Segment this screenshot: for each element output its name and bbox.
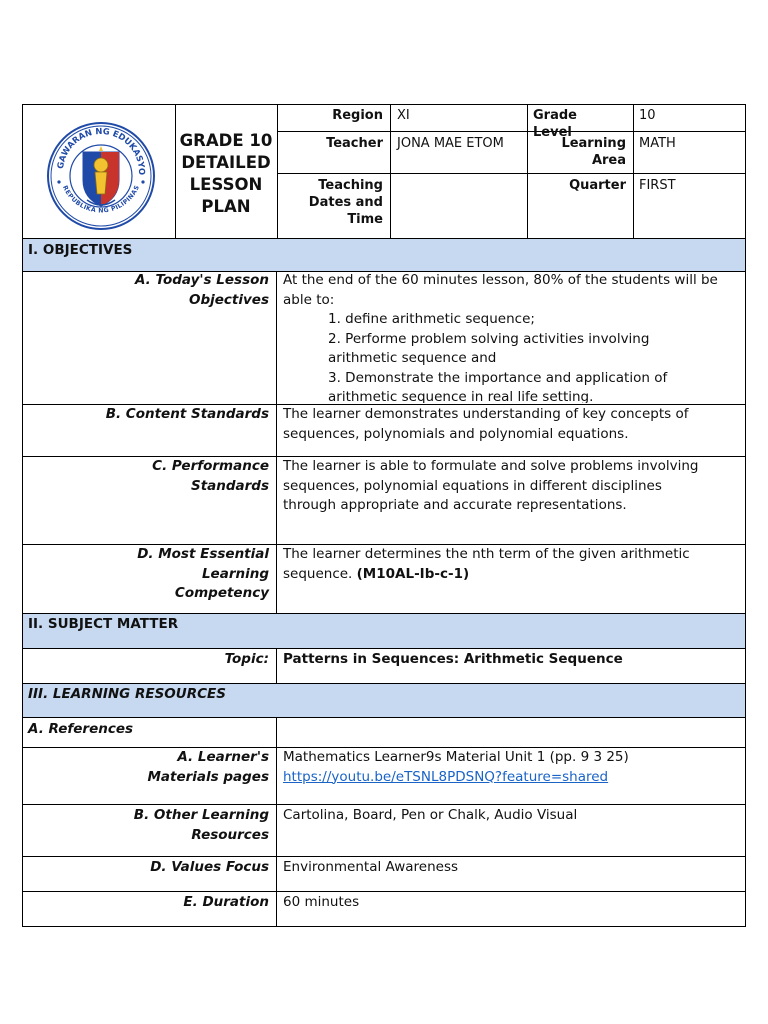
references-label: A. References <box>28 721 134 737</box>
values-focus-label: D. Values Focus <box>150 859 269 875</box>
learning-area-label: Learning Area <box>561 136 626 168</box>
melc-code: (M10AL-Ib-c-1) <box>356 565 470 582</box>
quarter-label: Quarter <box>569 178 626 193</box>
duration-value: 60 minutes <box>283 894 360 910</box>
subject-matter-heading: II. SUBJECT MATTER <box>28 616 179 632</box>
teaching-dates-label: Teaching Dates and Time <box>308 178 383 227</box>
objective-item: 3. Demonstrate the importance and application of arithmetic sequence in real life setting. <box>328 369 668 403</box>
objectives-heading: I. OBJECTIVES <box>28 242 133 258</box>
deped-seal <box>45 110 157 235</box>
learning-area-value: MATH <box>639 136 676 151</box>
other-resources-label: B. Other Learning Resources <box>133 807 269 843</box>
seal-top-text: GAWARAN NG EDUKASYO <box>55 125 148 176</box>
lesson-objectives-list <box>328 310 738 403</box>
learning-resources-heading: III. LEARNING RESOURCES <box>28 686 226 702</box>
lesson-objectives-label: A. Today's Lesson Objectives <box>134 272 269 308</box>
melc-text: The learner determines the nth term of the given arithmetic sequence. (M10AL-Ib-c-1) <box>283 546 690 582</box>
document-title: GRADE 10 DETAILED LESSON PLAN <box>179 131 273 216</box>
objective-item: 2. Performe problem solving activities involving arithmetic sequence and <box>328 330 650 366</box>
performance-standards-text: The learner is able to formulate and solve problems involving sequences, polynomial equations in different disciplines through appropriate and accurate representations. <box>283 458 699 513</box>
teacher-label: Teacher <box>326 136 383 151</box>
learners-materials-label: A. Learner's Materials pages <box>147 749 269 785</box>
other-resources-value: Cartolina, Board, Pen or Chalk, Audio Visual <box>283 807 578 823</box>
performance-standards-label: C. Performance Standards <box>152 458 269 494</box>
teacher-value: JONA MAE ETOM <box>397 136 504 151</box>
content-standards-label: B. Content Standards <box>105 406 269 422</box>
region-label: Region <box>332 108 383 123</box>
region-value: XI <box>397 108 410 123</box>
content-standards-text: The learner demonstrates understanding of key concepts of sequences, polynomials and polynomial equations. <box>283 406 689 442</box>
topic-value: Patterns in Sequences: Arithmetic Sequence <box>283 651 623 667</box>
seal-bottom-text: REPUBLIKA NG PILIPINAS <box>61 184 141 215</box>
grade-level-label: Grade Level <box>533 108 577 140</box>
topic-label: Topic: <box>224 651 269 667</box>
learners-materials-text: Mathematics Learner9s Material Unit 1 (pp. 9 3 25) https://youtu.be/eTSNL8PDSNQ?feature=shared <box>283 749 629 785</box>
values-focus-value: Environmental Awareness <box>283 859 459 875</box>
lesson-objectives-text: At the end of the 60 minutes lesson, 80% of the students will be able to: <box>283 272 718 308</box>
grade-level-value: 10 <box>639 108 656 123</box>
quarter-value: FIRST <box>639 178 676 193</box>
youtube-link[interactable]: https://youtu.be/eTSNL8PDSNQ?feature=shared <box>283 768 609 785</box>
duration-label: E. Duration <box>183 894 269 910</box>
objective-item: 1. define arithmetic sequence; <box>328 311 535 327</box>
melc-label: D. Most Essential Learning Competency <box>137 546 269 601</box>
